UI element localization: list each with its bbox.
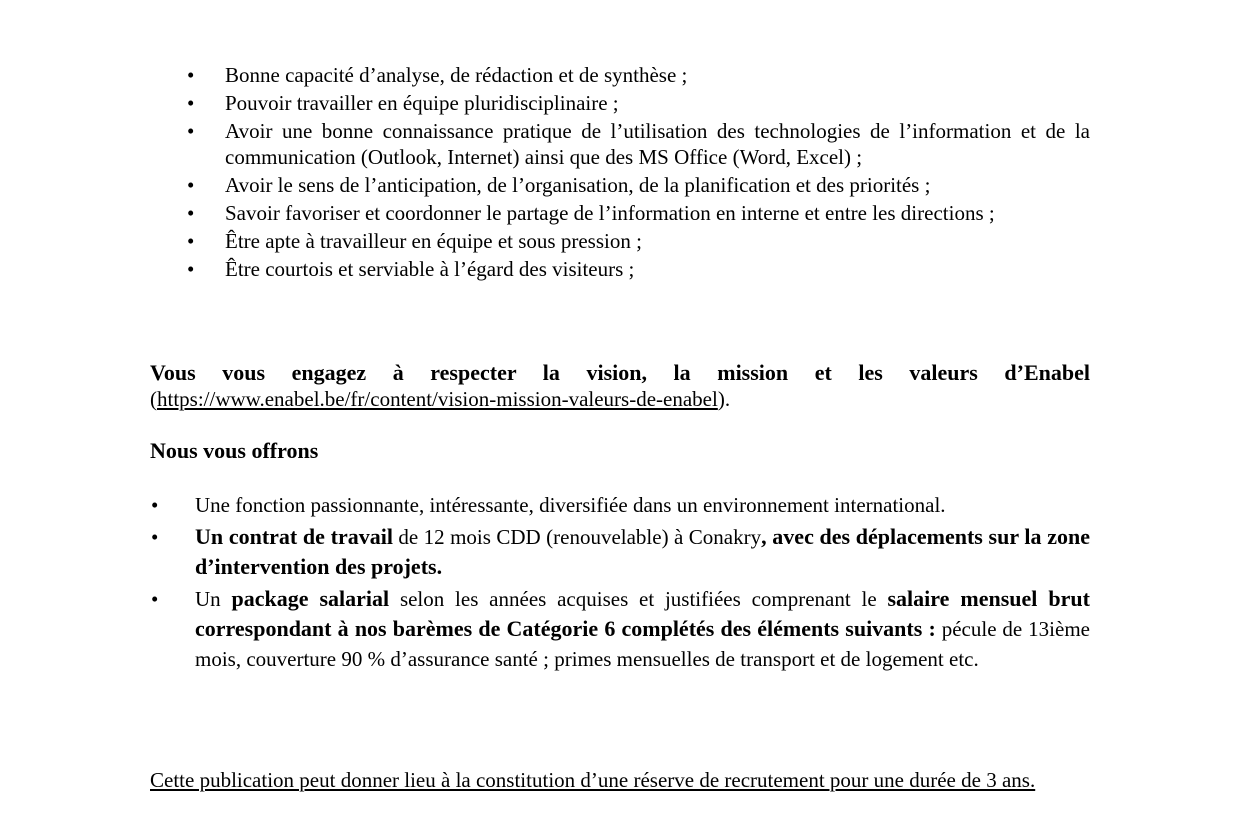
bullet-icon: • xyxy=(187,173,195,197)
offer-heading: Nous vous offrons xyxy=(150,438,319,463)
salary-text-1: Un xyxy=(195,587,232,611)
list-item xyxy=(187,256,1090,282)
list-item xyxy=(187,172,1090,198)
salary-text-2: selon les années acquises et justifiées comprenant le xyxy=(389,587,888,611)
list-item xyxy=(187,90,1090,116)
bullet-icon: • xyxy=(187,229,195,253)
travel-bold: , avec des déplacements sur la zone d’intervention des projets. xyxy=(195,524,1090,579)
list-item xyxy=(151,584,1090,674)
bullet-icon: • xyxy=(187,257,195,281)
bullet-icon: • xyxy=(187,119,195,143)
salary-bold-2: salaire mensuel brut correspondant à nos barèmes de Catégorie 6 complétés des éléments suivants : xyxy=(195,586,1090,641)
bullet-icon: • xyxy=(187,63,195,87)
skill-text: Avoir le sens de l’anticipation, de l’organisation, de la planification et des priorités ; xyxy=(225,173,931,197)
offer-list xyxy=(151,490,1090,676)
vision-link[interactable]: https://www.enabel.be/fr/content/vision-mission-valeurs-de-enabel xyxy=(157,387,718,411)
skill-text: Bonne capacité d’analyse, de rédaction et de synthèse ; xyxy=(225,63,688,87)
list-item xyxy=(187,228,1090,254)
list-item xyxy=(187,118,1090,170)
bullet-icon: • xyxy=(187,91,195,115)
bullet-icon: • xyxy=(151,493,159,517)
bullet-icon: • xyxy=(151,587,159,611)
vision-statement xyxy=(150,360,1090,412)
list-item xyxy=(187,200,1090,226)
bullet-icon: • xyxy=(151,525,159,549)
vision-close: ). xyxy=(717,387,731,411)
skills-list xyxy=(187,62,1090,284)
contract-text: de 12 mois CDD (renouvelable) à Conakry xyxy=(392,525,762,549)
reserve-notice: Cette publication peut donner lieu à la constitution d’une réserve de recrutement pour une durée de 3 ans. xyxy=(150,768,1036,792)
bullet-icon: • xyxy=(187,201,195,225)
list-item xyxy=(151,522,1090,582)
salary-bold-1: package salarial xyxy=(231,586,390,611)
offer-item-text: Une fonction passionnante, intéressante, diversifiée dans un environnement international. xyxy=(195,493,946,517)
skill-text: Être courtois et serviable à l’égard des visiteurs ; xyxy=(225,257,635,281)
vision-open-paren: ( xyxy=(150,387,157,411)
skill-text: Avoir une bonne connaissance pratique de l’utilisation des technologies de l’information et de la communication (Outlook, Internet) ainsi que des MS Office (Word, Excel) ; xyxy=(225,119,1090,169)
list-item xyxy=(151,490,1090,520)
skill-text: Être apte à travailleur en équipe et sous pression ; xyxy=(225,229,642,253)
vision-bold-text: Vous vous engagez à respecter la vision, la mission et les valeurs d’Enabel xyxy=(150,360,1090,385)
contract-bold: Un contrat de travail xyxy=(195,524,393,549)
list-item xyxy=(187,62,1090,88)
skill-text: Pouvoir travailler en équipe pluridisciplinaire ; xyxy=(225,91,619,115)
salary-text-3: pécule de 13ième mois, couverture 90 % d’assurance santé ; primes mensuelles de transport et de logement etc. xyxy=(195,617,1090,671)
skill-text: Savoir favoriser et coordonner le partage de l’information en interne et entre les directions ; xyxy=(225,201,995,225)
